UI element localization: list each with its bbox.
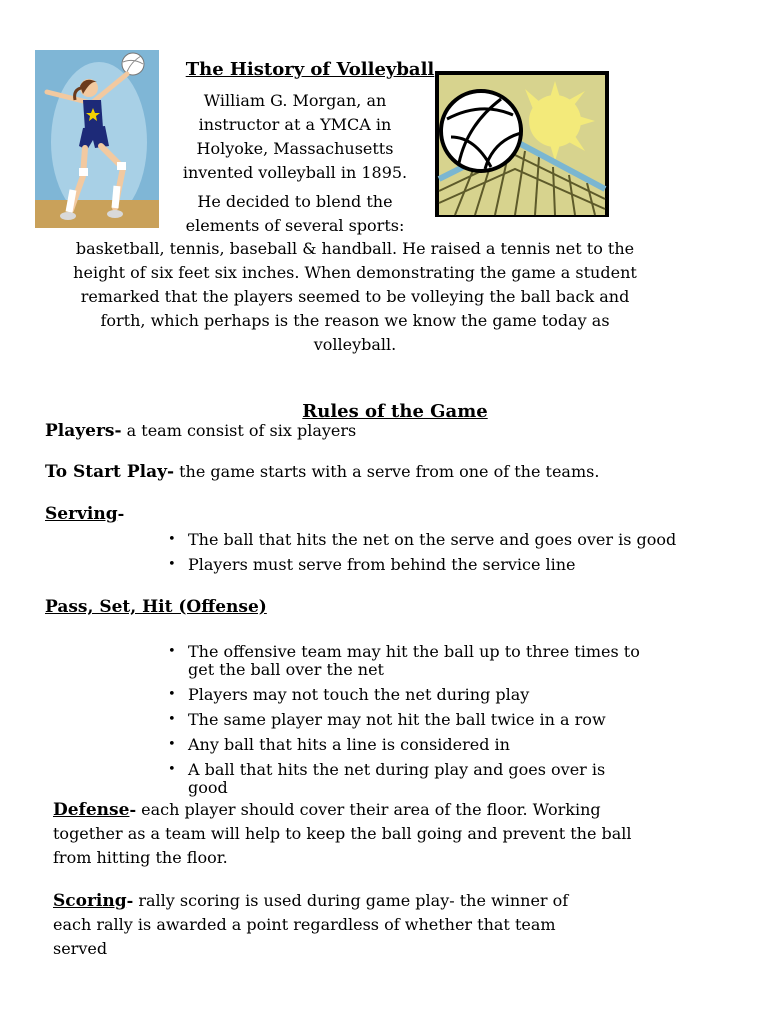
list-item: • Players must serve from behind the service line bbox=[168, 556, 728, 574]
history-line: He decided to blend the bbox=[197, 192, 393, 211]
defense-text: together as a team will help to keep the ball going and prevent the ball bbox=[53, 824, 632, 843]
list-item: • Players may not touch the net during play bbox=[168, 686, 648, 704]
history-line: instructor at a YMCA in bbox=[198, 115, 392, 134]
scoring-text: rally scoring is used during game play- the winner of bbox=[133, 891, 569, 910]
list-item: • Any ball that hits a line is considered in bbox=[168, 736, 648, 754]
history-line: elements of several sports: bbox=[185, 216, 405, 235]
history-line: Holyoke, Massachusetts bbox=[196, 139, 394, 158]
volleyball-player-illustration bbox=[35, 50, 159, 228]
list-item: • The ball that hits the net on the serve and goes over is good bbox=[168, 531, 728, 549]
scoring-rule bbox=[53, 889, 693, 961]
defense-dash: - bbox=[129, 800, 137, 819]
start-play-text: the game starts with a serve from one of the teams. bbox=[174, 462, 600, 481]
serving-label: Serving bbox=[45, 504, 118, 524]
players-rule bbox=[45, 419, 356, 443]
history-line: height of six feet six inches. When demonstrating the game a student bbox=[73, 263, 637, 282]
history-line: William G. Morgan, an bbox=[203, 91, 387, 110]
defense-text: from hitting the floor. bbox=[53, 848, 228, 867]
players-text: a team consist of six players bbox=[121, 421, 357, 440]
volleyball-net-illustration bbox=[435, 71, 609, 217]
start-play-rule bbox=[45, 460, 599, 484]
history-intro bbox=[160, 89, 430, 238]
page-title: The History of Volleyball bbox=[185, 59, 435, 80]
history-line: invented volleyball in 1895. bbox=[182, 163, 408, 182]
offense-heading: Pass, Set, Hit (Offense) bbox=[45, 597, 267, 617]
rules-heading: Rules of the Game bbox=[302, 401, 488, 422]
scoring-label: Scoring bbox=[53, 891, 127, 911]
history-line: basketball, tennis, baseball & handball. He raised a tennis net to the bbox=[75, 239, 635, 258]
defense-text: each player should cover their area of the floor. Working bbox=[136, 800, 601, 819]
scoring-dash: - bbox=[126, 891, 134, 910]
list-item: • The same player may not hit the ball twice in a row bbox=[168, 711, 648, 729]
list-item: • The offensive team may hit the ball up to three times to get the ball over the net bbox=[168, 643, 643, 679]
history-line: remarked that the players seemed to be volleying the ball back and bbox=[80, 287, 630, 306]
defense-rule bbox=[53, 798, 693, 870]
defense-label: Defense bbox=[53, 800, 130, 820]
history-body bbox=[40, 237, 670, 357]
serving-list bbox=[168, 531, 728, 581]
serving-heading bbox=[45, 502, 124, 526]
history-line: volleyball. bbox=[313, 335, 397, 354]
scoring-text: served bbox=[53, 939, 108, 958]
start-play-label: To Start Play- bbox=[45, 462, 175, 482]
serving-dash: - bbox=[117, 504, 125, 523]
scoring-text: each rally is awarded a point regardless of whether that team bbox=[53, 915, 556, 934]
offense-list bbox=[168, 643, 648, 804]
players-label: Players- bbox=[45, 421, 122, 441]
history-line: forth, which perhaps is the reason we know the game today as bbox=[100, 311, 610, 330]
list-item: • A ball that hits the net during play and goes over is good bbox=[168, 761, 648, 797]
